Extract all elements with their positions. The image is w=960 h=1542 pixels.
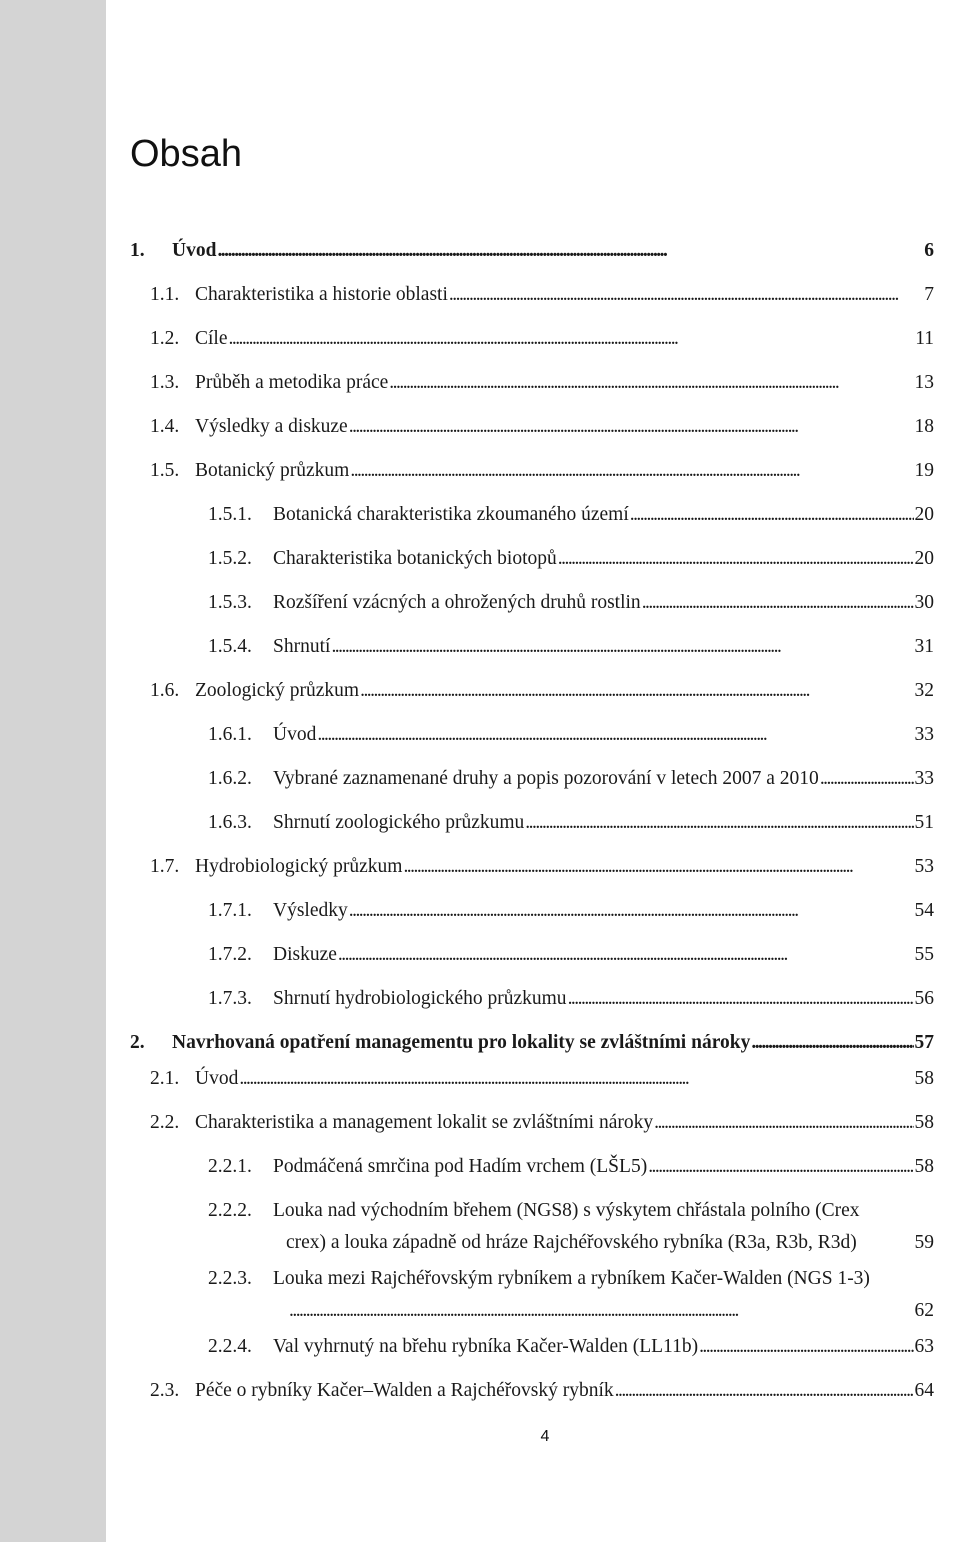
toc-entry-number: 2.2.2. [208,1200,252,1221]
toc-entry-page: 31 [914,636,934,657]
toc-entry-number: 1.7. [150,856,180,877]
toc-entry-page: 54 [914,900,934,921]
toc-entry-page: 58 [914,1112,934,1133]
toc-leader [449,282,923,308]
toc-leader [615,1378,914,1404]
toc-entry-page: 13 [914,372,934,393]
toc-entry-number: 1.5.4. [208,636,252,657]
toc-entry-title: Úvod [172,240,217,261]
toc-entry-page: 58 [914,1156,934,1177]
toc-entry[interactable] [208,1154,934,1180]
toc-leader [350,458,913,484]
toc-entry-number: 1.7.2. [208,944,252,965]
toc-entry-page: 53 [914,856,934,877]
toc-entry-number: 2.2. [150,1112,180,1133]
toc-entry-number: 1.5. [150,460,180,481]
toc-leader [389,370,913,396]
toc-entry-number: 1.6.3. [208,812,252,833]
toc-entry-page: 33 [914,768,934,789]
page-title: Obsah [130,133,242,175]
toc-entry-number: 1.7.1. [208,900,252,921]
toc-entry[interactable] [150,282,934,308]
toc-entry[interactable] [150,370,934,396]
toc-entry[interactable] [208,898,934,924]
toc-entry-title: Navrhovaná opatření managementu pro lokality se zvláštními nároky [172,1032,751,1053]
toc-leader [217,238,923,264]
toc-entry-title: Rozšíření vzácných a ohrožených druhů rostlin [273,592,641,613]
toc-entry[interactable] [150,326,934,352]
toc-entry-number: 2.2.4. [208,1336,252,1357]
toc-entry-page: 19 [914,460,934,481]
toc-entry-page: 56 [914,988,934,1009]
toc-entry[interactable] [208,942,934,968]
toc-entry-page: 57 [914,1032,934,1053]
toc-entry-page: 51 [914,812,934,833]
toc-leader [349,898,914,924]
toc-leader [648,1154,913,1180]
toc-entry-title: Výsledky [273,900,348,921]
toc-entry-number: 1.3. [150,372,180,393]
toc-entry[interactable] [208,810,934,836]
toc-entry[interactable] [150,458,934,484]
toc-leader [403,854,913,880]
toc-leader [338,942,914,968]
toc-leader [820,766,914,792]
toc-entry-title: Charakteristika a historie oblasti [195,284,448,305]
toc-entry-title: Hydrobiologický průzkum [195,856,403,877]
toc-entry-number: 1.2. [150,328,180,349]
toc-entry-page: 18 [914,416,934,437]
toc-entry-number: 1.5.3. [208,592,252,613]
toc-entry-number: 1.4. [150,416,180,437]
toc-entry[interactable] [150,854,934,880]
toc-entry-title: Louka mezi Rajchéřovským rybníkem a rybníkem Kačer-Walden (NGS 1-3) [273,1268,870,1289]
toc-entry-title: Charakteristika botanických biotopů [273,548,557,569]
toc-entry-page: 55 [914,944,934,965]
toc-leader [349,414,914,440]
toc-leader [642,590,914,616]
toc-entry-title: Charakteristika a management lokalit se zvláštními nároky [195,1112,654,1133]
toc-leader [360,678,913,704]
toc-entry-page: 30 [914,592,934,613]
toc-entry-page: 32 [914,680,934,701]
toc-entry-number: 2.2.3. [208,1268,252,1289]
toc-entry-page: 7 [924,284,934,305]
toc-entry-page: 6 [924,240,934,261]
toc-leader [699,1334,913,1360]
toc-entry[interactable] [150,414,934,440]
toc-entry[interactable] [208,590,934,616]
toc-leader [630,502,914,528]
toc-leader [654,1110,913,1136]
toc-leader [525,810,913,836]
toc-entry[interactable] [208,634,934,660]
toc-entry-title: Botanický průzkum [195,460,350,481]
toc-entry-title: Průběh a metodika práce [195,372,389,393]
toc-entry-page: 58 [914,1068,934,1089]
toc-entry[interactable] [150,1110,934,1136]
toc-leader [289,1298,914,1324]
toc-entry[interactable] [208,502,934,528]
toc-entry-number: 1.6.1. [208,724,252,745]
toc-entry[interactable] [150,678,934,704]
toc-entry[interactable] [208,1266,934,1326]
toc-entry[interactable] [208,546,934,572]
toc-entry[interactable] [130,1030,934,1056]
toc-leader [239,1066,913,1092]
toc-entry-number: 1.5.1. [208,504,252,525]
toc-entry-page: 59 [914,1232,934,1253]
toc-entry-title: Shrnutí zoologického průzkumu [273,812,525,833]
toc-entry[interactable] [208,1334,934,1360]
toc-leader [331,634,913,660]
toc-leader [568,986,914,1012]
toc-entry-number: 1.6. [150,680,180,701]
toc-entry-title-continued: crex) a louka západně od hráze Rajchéřovského rybníka (R3a, R3b, R3d) [286,1232,857,1253]
toc-entry-number: 1.6.2. [208,768,252,789]
toc-entry[interactable] [208,722,934,748]
toc-entry-page: 11 [915,328,934,349]
toc-entry-title: Zoologický průzkum [195,680,360,701]
toc-entry[interactable] [208,986,934,1012]
toc-entry-page: 63 [914,1336,934,1357]
toc-entry-title: Cíle [195,328,228,349]
toc-entry-page: 33 [914,724,934,745]
toc-entry[interactable] [150,1378,934,1404]
toc-entry-number: 2.3. [150,1380,180,1401]
toc-leader [558,546,914,572]
toc-leader [317,722,913,748]
toc-entry-number: 2.2.1. [208,1156,252,1177]
toc-entry-title: Výsledky a diskuze [195,416,348,437]
toc-entry[interactable] [150,1066,934,1092]
toc-entry-title: Botanická charakteristika zkoumaného území [273,504,629,525]
toc-entry-title: Val vyhrnutý na břehu rybníka Kačer-Walden (LL11b) [273,1336,699,1357]
toc-entry-number: 1. [130,240,145,261]
toc-entry-page: 20 [914,548,934,569]
toc-entry-page: 62 [914,1300,934,1321]
toc-entry-title: Vybrané zaznamenané druhy a popis pozorování v letech 2007 a 2010 [273,768,819,789]
toc-entry-number: 2. [130,1032,145,1053]
toc-entry-title: Shrnutí [273,636,331,657]
toc-entry[interactable] [208,766,934,792]
toc-entry-title: Louka nad východním břehem (NGS8) s výskytem chřástala polního (Crex [273,1200,860,1221]
toc-entry-page: 20 [914,504,934,525]
toc-entry-number: 1.5.2. [208,548,252,569]
toc-entry-title: Úvod [273,724,317,745]
toc-leader [751,1030,913,1056]
toc-entry-title: Shrnutí hydrobiologického průzkumu [273,988,567,1009]
toc-entry-number: 2.1. [150,1068,180,1089]
toc-entry-title: Diskuze [273,944,337,965]
toc-entry-number: 1.7.3. [208,988,252,1009]
toc-leader [229,326,915,352]
toc-entry-title: Péče o rybníky Kačer–Walden a Rajchéřovský rybník [195,1380,614,1401]
toc-entry-title: Podmáčená smrčina pod Hadím vrchem (LŠL5) [273,1156,648,1177]
toc-entry[interactable] [208,1198,934,1258]
toc-entry-title: Úvod [195,1068,239,1089]
toc-entry[interactable] [130,238,934,264]
toc-entry-page: 64 [914,1380,934,1401]
footer-page-number: 4 [540,1428,550,1445]
toc-entry-number: 1.1. [150,284,180,305]
